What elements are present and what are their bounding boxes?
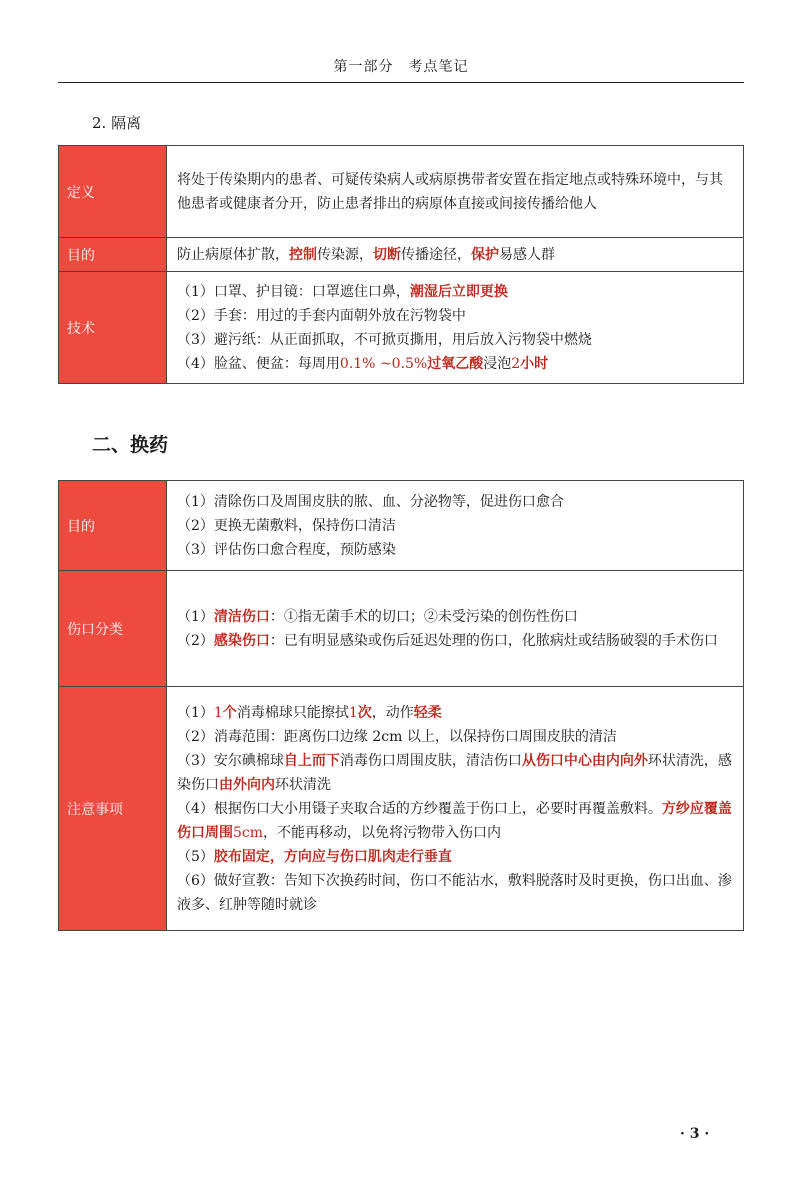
- list-item: （4）根据伤口大小用镊子夹取合适的方纱覆盖于伤口上，必要时再覆盖敷料。方纱应覆盖伤口周围5cm，不能再移动，以免将污物带入伤口内: [177, 800, 732, 841]
- highlight-text: 由外向内: [219, 776, 275, 793]
- dressing-precautions-row: [59, 687, 744, 931]
- list-item: （1）口罩、护目镜：口罩遮住口鼻，潮湿后立即更换: [177, 283, 508, 300]
- list-item: （2）更换无菌敷料，保持伤口清洁: [177, 517, 396, 534]
- highlight-text: 从伤口中心由内向外: [521, 752, 648, 769]
- row-label: 注意事项: [59, 687, 167, 931]
- highlight-text: 潮湿后立即更换: [409, 283, 508, 300]
- row-label: 目的: [59, 238, 167, 272]
- highlight-text: 0.1% ~0.5%: [339, 355, 428, 372]
- highlight-text: 小时: [520, 355, 549, 372]
- row-content: [167, 687, 744, 931]
- header-divider: [58, 82, 744, 83]
- highlight-text: 1: [348, 704, 358, 721]
- highlight-text: 胶布固定，方向应与伤口肌肉走行垂直: [213, 848, 452, 865]
- dressing-classification-row: [59, 571, 744, 687]
- list-item: （3）避污纸：从正面抓取，不可掀页撕用，用后放入污物袋中燃烧: [177, 331, 592, 348]
- list-item: （4）脸盆、便盆：每周用0.1% ~0.5%过氧乙酸浸泡2小时: [177, 355, 549, 372]
- isolation-purpose-row: [59, 238, 744, 272]
- dressing-section-heading: 二、换药: [92, 434, 169, 456]
- row-content: [167, 146, 744, 238]
- row-label: 伤口分类: [59, 571, 167, 687]
- list-item: （3）评估伤口愈合程度，预防感染: [177, 541, 396, 558]
- page-header-title: 第一部分 考点笔记: [333, 59, 469, 75]
- highlight-text: 感染伤口: [213, 632, 270, 649]
- list-item: （1）1个消毒棉球只能擦拭1次，动作轻柔: [177, 704, 442, 721]
- highlight-text: 次: [357, 704, 372, 721]
- row-content: [167, 272, 744, 384]
- row-content: [167, 481, 744, 571]
- isolation-definition-row: [59, 146, 744, 238]
- list-item: （3）安尔碘棉球自上而下消毒伤口周围皮肤，清洁伤口从伤口中心由内向外环状清洗，感染伤口由外向内环状清洗: [177, 752, 732, 793]
- list-item: （2）消毒范围：距离伤口边缘 2cm 以上，以保持伤口周围皮肤的清洁: [177, 728, 617, 745]
- row-label: 定义: [59, 146, 167, 238]
- highlight-text: 个: [222, 704, 237, 721]
- text-segment: 易感人群: [499, 246, 555, 263]
- list-item: （1）清洁伤口：①指无菌手术的切口；②未受污染的创伤性伤口: [177, 608, 578, 625]
- isolation-table: [58, 145, 744, 384]
- isolation-heading: 2. 隔离: [92, 114, 142, 132]
- highlight-text: 控制: [289, 246, 317, 263]
- text-segment: 传播途径，: [401, 246, 471, 263]
- row-content: [167, 238, 744, 272]
- highlight-text: 5cm: [233, 824, 264, 841]
- highlight-text: 轻柔: [413, 704, 442, 721]
- list-item: （2）手套：用过的手套内面朝外放在污物袋中: [177, 307, 466, 324]
- dressing-table: [58, 480, 744, 931]
- highlight-text: 2: [511, 355, 521, 372]
- row-content: [167, 571, 744, 687]
- highlight-text: 清洁伤口: [213, 608, 270, 625]
- highlight-text: 自上而下: [283, 752, 340, 769]
- highlight-text: 切断: [373, 246, 401, 263]
- list-item: （2）感染伤口：已有明显感染或伤后延迟处理的伤口，化脓病灶或结肠破裂的手术伤口: [177, 632, 718, 649]
- dressing-purpose-row: [59, 481, 744, 571]
- list-item: （5）胶布固定，方向应与伤口肌肉走行垂直: [177, 848, 452, 865]
- highlight-text: 方纱应覆盖伤口周围: [177, 800, 732, 841]
- highlight-text: 保护: [471, 246, 499, 263]
- definition-text: 将处于传染期内的患者、可疑传染病人或病原携带者安置在指定地点或特殊环境中，与其他患者或健康者分开，防止患者排出的病原体直接或间接传播给他人: [177, 171, 723, 212]
- text-segment: 防止病原体扩散，: [177, 246, 289, 263]
- row-label: 技术: [59, 272, 167, 384]
- highlight-text: 过氧乙酸: [427, 355, 484, 372]
- text-segment: 传染源，: [317, 246, 373, 263]
- isolation-technique-row: [59, 272, 744, 384]
- page-number: · 3 ·: [680, 1126, 710, 1142]
- list-item: （1）清除伤口及周围皮肤的脓、血、分泌物等，促进伤口愈合: [177, 493, 564, 510]
- row-label: 目的: [59, 481, 167, 571]
- list-item: （6）做好宣教：告知下次换药时间，伤口不能沾水，敷料脱落时及时更换，伤口出血、渗液多、红肿等随时就诊: [177, 872, 732, 913]
- highlight-text: 1: [213, 704, 223, 721]
